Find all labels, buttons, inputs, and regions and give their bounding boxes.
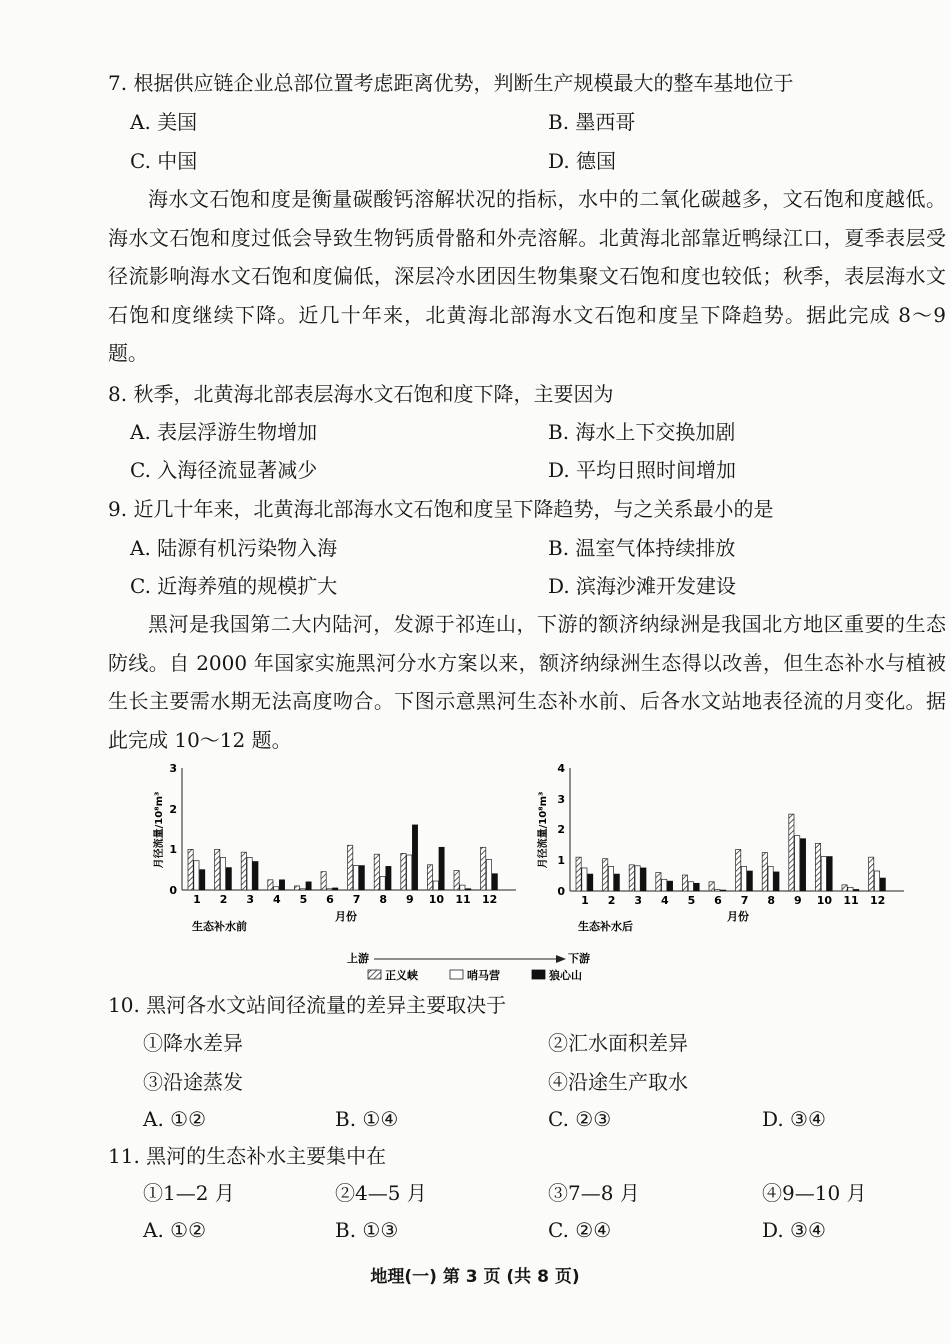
left-bar-zhengyixia-month-9 [401,853,406,890]
q11-option-d: D. ③④ [762,1218,826,1242]
q10-item-3: ③沿途蒸发 [143,1070,243,1094]
left-bar-zhengyixia-month-10 [427,865,432,890]
left-bar-langxinshan-month-1 [200,870,205,890]
left-bar-zhengyixia-month-8 [374,854,379,890]
right-xtick-8: 8 [767,894,776,907]
right-bar-shaomaying-month-12 [874,871,879,891]
q8-option-c: C. 入海径流显著减少 [130,458,318,482]
left-xtick-5: 5 [299,893,308,906]
right-bar-langxinshan-month-9 [800,839,805,891]
right-bar-zhengyixia-month-2 [603,859,608,891]
left-bar-zhengyixia-month-1 [188,849,193,890]
right-bar-langxinshan-month-2 [614,874,619,891]
q8-option-b: B. 海水上下交换加剧 [548,420,736,444]
q10-item-2: ②汇水面积差异 [548,1031,688,1055]
left-bar-zhengyixia-month-5 [294,886,299,890]
q9-option-c: C. 近海养殖的规模扩大 [130,574,338,598]
right-bar-zhengyixia-month-12 [869,857,874,891]
left-xtick-3: 3 [246,893,255,906]
left-bar-langxinshan-month-8 [386,866,391,890]
page-footer: 地理(一) 第 3 页 (共 8 页) [370,1267,580,1287]
right-bar-langxinshan-month-4 [667,881,672,891]
legend-label-langxinshan: 狼心山 [549,969,582,982]
legend-swatch-shaomaying [450,970,463,979]
left-xtick-1: 1 [193,893,201,906]
right-bar-shaomaying-month-3 [635,866,640,891]
left-chart-ytick-3: 3 [169,762,177,775]
right-chart-xticks [581,894,885,907]
left-xtick-9: 9 [405,893,414,906]
right-bar-shaomaying-month-1 [582,868,587,891]
right-bar-shaomaying-month-11 [848,887,853,891]
left-bar-langxinshan-month-6 [333,888,338,890]
left-bar-zhengyixia-month-12 [481,847,486,890]
right-bar-zhengyixia-month-3 [629,865,634,891]
left-chart-bars [188,825,497,890]
q7-option-b: B. 墨西哥 [548,110,636,134]
right-bar-langxinshan-month-10 [827,857,832,891]
left-bar-shaomaying-month-1 [194,861,199,890]
flow-arrow-head [556,955,566,963]
legend-swatch-langxinshan [532,970,545,979]
right-chart-xlabel: 月份 [727,910,749,923]
q10-option-a: A. ①② [143,1107,207,1131]
left-xtick-11: 11 [455,893,471,906]
right-chart-ytick-1: 1 [557,854,565,867]
q9-option-b: B. 温室气体持续排放 [548,536,736,560]
q10-stem: 10. 黑河各水文站间径流量的差异主要取决于 [108,993,507,1017]
left-chart-xlabel: 月份 [335,910,357,923]
q10-item-4: ④沿途生产取水 [548,1070,688,1094]
q11-item-4: ④9—10 月 [762,1181,867,1205]
q11-item-3: ③7—8 月 [548,1181,640,1205]
left-bar-shaomaying-month-11 [460,885,465,890]
right-bar-zhengyixia-month-8 [762,853,767,891]
right-bar-shaomaying-month-7 [741,866,746,891]
left-bar-shaomaying-month-8 [380,877,385,890]
right-bar-zhengyixia-month-10 [815,843,820,891]
left-bar-zhengyixia-month-7 [348,845,353,890]
left-chart-ytick-0: 0 [169,884,177,897]
right-chart-ytick-0: 0 [557,885,565,898]
left-bar-langxinshan-month-12 [492,874,497,890]
q11-option-b: B. ①③ [335,1218,399,1242]
left-bar-shaomaying-month-9 [407,855,412,890]
left-xtick-4: 4 [272,893,281,906]
q9-stem: 9. 近几十年来，北黄海北部海水文石饱和度呈下降趋势，与之关系最小的是 [108,497,774,521]
left-bar-shaomaying-month-6 [327,889,332,890]
q7-stem: 7. 根据供应链企业总部位置考虑距离优势，判断生产规模最大的整车基地位于 [108,71,794,95]
left-bar-zhengyixia-month-11 [454,870,459,890]
right-bar-langxinshan-month-8 [774,872,779,891]
left-bar-shaomaying-month-7 [353,866,358,890]
q11-option-c: C. ②④ [548,1218,612,1242]
left-bar-langxinshan-month-5 [306,882,311,890]
q8-option-a: A. 表层浮游生物增加 [130,420,318,444]
right-xtick-9: 9 [793,894,802,907]
right-xtick-5: 5 [687,894,696,907]
right-chart-ytick-3: 3 [557,793,565,806]
right-bar-zhengyixia-month-5 [682,875,687,891]
q11-item-1: ①1—2 月 [143,1181,235,1205]
left-xtick-7: 7 [352,893,361,906]
q7-option-c: C. 中国 [130,149,198,173]
right-bar-langxinshan-month-1 [588,874,593,891]
left-bar-langxinshan-month-11 [466,889,471,890]
right-chart-ytick-2: 2 [557,823,565,836]
left-xtick-10: 10 [428,893,445,906]
right-bar-langxinshan-month-3 [641,868,646,891]
right-bar-zhengyixia-month-1 [576,857,581,891]
left-bar-zhengyixia-month-2 [215,849,220,890]
q9-option-d: D. 滨海沙滩开发建设 [548,574,737,598]
left-chart-title: 生态补水前 [192,920,247,933]
q10-option-b: B. ①④ [335,1107,399,1131]
legend-label-shaomaying: 哨马营 [467,969,500,982]
right-chart-bars [576,814,885,891]
left-bar-langxinshan-month-10 [439,847,444,890]
right-bar-shaomaying-month-4 [662,879,667,891]
right-bar-shaomaying-month-8 [768,866,773,891]
left-chart-ytick-1: 1 [169,843,177,856]
right-xtick-1: 1 [581,894,589,907]
right-chart-title: 生态补水后 [578,920,633,933]
q11-option-a: A. ①② [143,1218,207,1242]
q7-option-a: A. 美国 [130,110,198,134]
right-xtick-11: 11 [843,894,859,907]
passage-aragonite-text: 海水文石饱和度是衡量碳酸钙溶解状况的指标，水中的二氧化碳越多，文石饱和度越低。海水文石饱和度过低会导致生物钙质骨骼和外壳溶解。北黄海北部靠近鸭绿江口，夏季表层受径流影响海水文石饱和度偏低，深层冷水团因生物集聚文石饱和度也较低；秋季，表层海水文石饱和度继续下降。近几十年来，北黄海北部海水文石饱和度呈下降趋势。据此完成 8～9 题。 [108,187,946,366]
right-chart-ylabel: 月径流量/10⁸m³ [538,791,549,869]
q7-option-d: D. 德国 [548,149,617,173]
left-xtick-8: 8 [379,893,388,906]
right-bar-zhengyixia-month-9 [789,814,794,891]
q9-option-a: A. 陆源有机污染物入海 [130,536,338,560]
right-bar-langxinshan-month-12 [880,878,885,891]
flow-upstream-label: 上游 [347,952,369,965]
right-xtick-4: 4 [660,894,669,907]
left-bar-langxinshan-month-3 [253,862,258,890]
q11-item-2: ②4—5 月 [335,1181,427,1205]
right-bar-zhengyixia-month-7 [736,849,741,891]
right-bar-zhengyixia-month-11 [842,885,847,891]
right-xtick-12: 12 [869,894,886,907]
q8-option-d: D. 平均日照时间增加 [548,458,737,482]
right-xtick-6: 6 [714,894,722,907]
left-chart-xticks [193,893,497,906]
q10-option-c: C. ②③ [548,1107,612,1131]
right-bar-shaomaying-month-2 [608,866,613,891]
q11-stem: 11. 黑河的生态补水主要集中在 [108,1144,387,1168]
right-bar-shaomaying-month-10 [821,857,826,891]
left-bar-langxinshan-month-2 [226,868,231,890]
left-bar-shaomaying-month-2 [220,857,225,890]
right-bar-zhengyixia-month-6 [709,882,714,891]
right-bar-shaomaying-month-5 [688,882,693,891]
left-chart-ytick-2: 2 [169,803,177,816]
left-bar-langxinshan-month-7 [359,866,364,890]
left-bar-shaomaying-month-3 [247,857,252,890]
left-bar-zhengyixia-month-3 [241,852,246,890]
left-bar-langxinshan-month-4 [279,880,284,890]
q8-stem: 8. 秋季，北黄海北部表层海水文石饱和度下降，主要因为 [108,382,614,406]
left-bar-shaomaying-month-12 [486,860,491,891]
right-bar-langxinshan-month-7 [747,871,752,891]
left-bar-zhengyixia-month-4 [268,880,273,890]
q10-option-d: D. ③④ [762,1107,826,1131]
left-bar-shaomaying-month-10 [433,881,438,890]
right-bar-langxinshan-month-6 [721,890,726,891]
flow-downstream-label: 下游 [568,952,590,965]
right-bar-shaomaying-month-6 [715,889,720,891]
left-xtick-6: 6 [326,893,334,906]
legend-label-zhengyixia: 正义峡 [385,969,418,982]
left-bar-zhengyixia-month-6 [321,872,326,890]
right-bar-langxinshan-month-11 [854,889,859,891]
left-xtick-2: 2 [219,893,228,906]
right-chart-ytick-4: 4 [557,762,565,775]
right-xtick-2: 2 [607,894,616,907]
left-bar-shaomaying-month-4 [274,887,279,890]
right-bar-zhengyixia-month-4 [656,873,661,891]
right-bar-langxinshan-month-5 [694,883,699,891]
left-bar-langxinshan-month-9 [412,825,417,890]
q10-item-1: ①降水差异 [143,1031,243,1055]
legend-swatch-zhengyixia [368,970,381,979]
right-xtick-3: 3 [634,894,643,907]
right-xtick-10: 10 [816,894,833,907]
passage-heihe-text: 黑河是我国第二大内陆河，发源于祁连山，下游的额济纳绿洲是我国北方地区重要的生态防线。自 2000 年国家实施黑河分水方案以来，额济纳绿洲生态得以改善，但生态补水与植被生长主要需水期无法高度吻合。下图示意黑河生态补水前、后各水文站地表径流的月变化。据此完成 10～12 题。 [108,612,946,752]
left-xtick-12: 12 [481,893,498,906]
right-xtick-7: 7 [740,894,749,907]
left-chart-ylabel: 月径流量/10⁸m³ [154,791,165,869]
left-bar-shaomaying-month-5 [300,889,305,890]
right-bar-shaomaying-month-9 [795,836,800,891]
